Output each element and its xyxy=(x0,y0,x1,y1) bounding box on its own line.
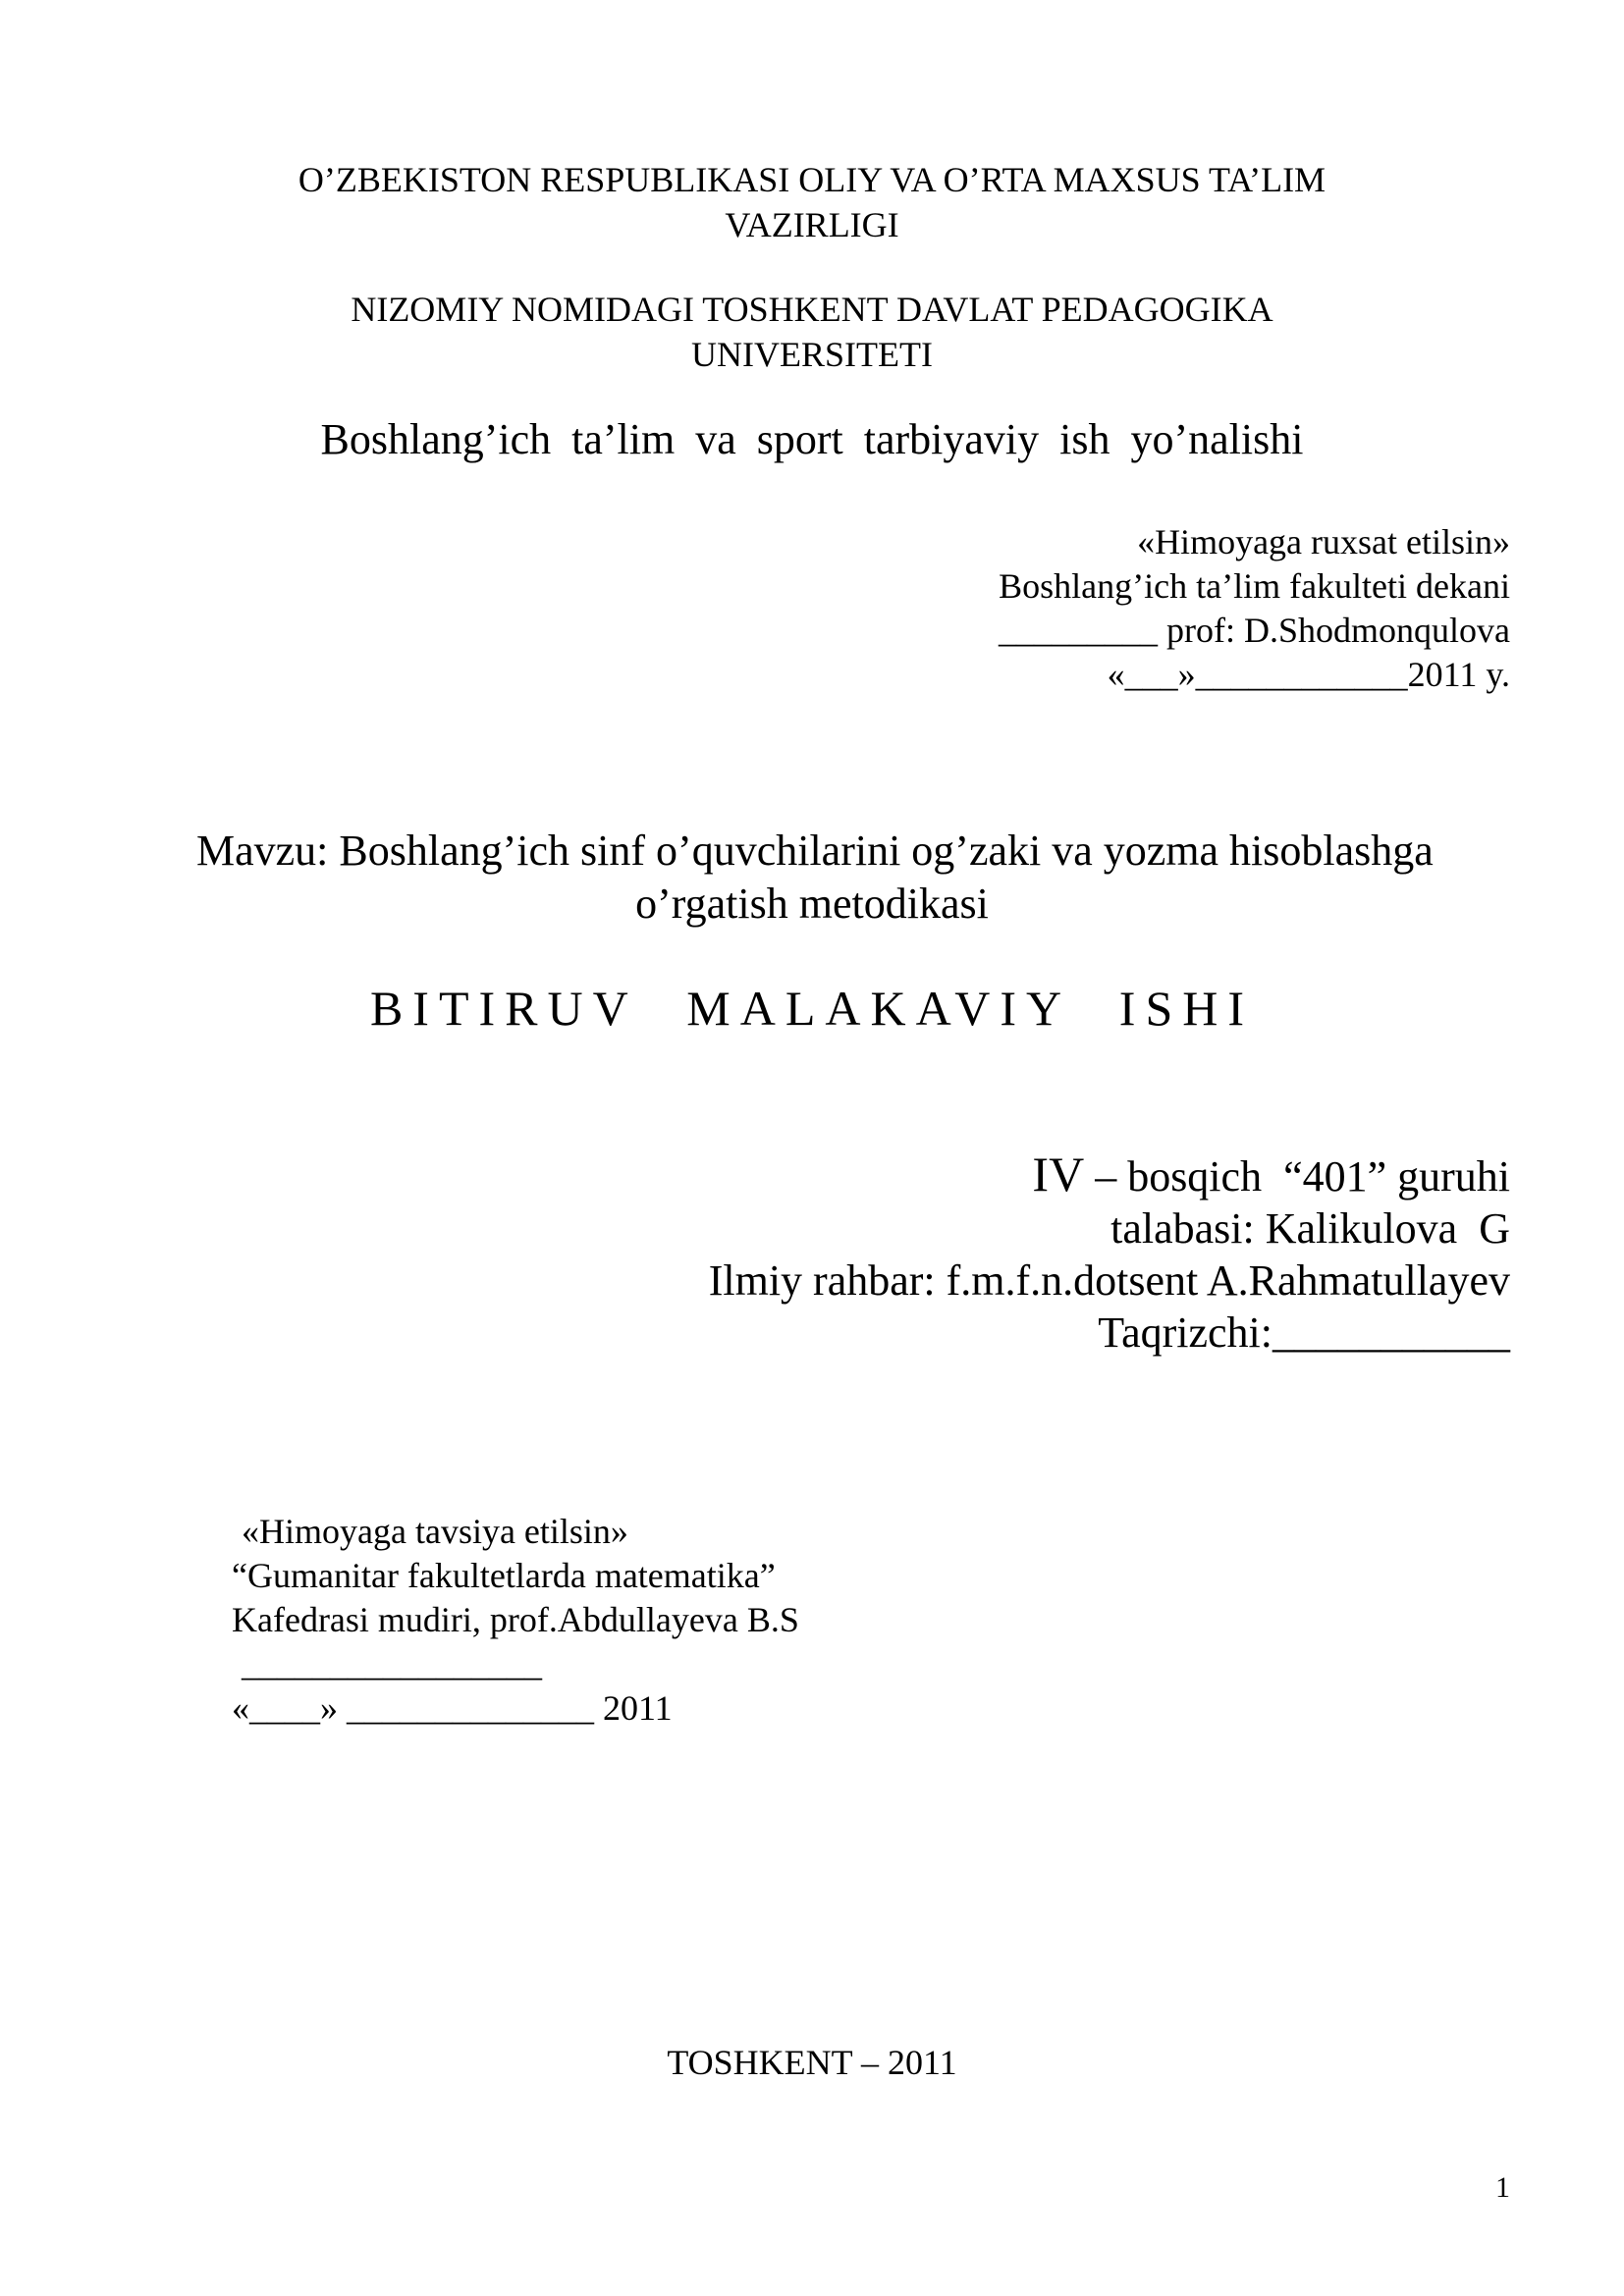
university-line-2: UNIVERSITETI xyxy=(691,335,933,374)
approval-line-2: Boshlang’ich ta’lim fakulteti dekani xyxy=(999,566,1510,606)
ministry-line-1: O’ZBEKISTON RESPUBLIKASI OLIY VA O’RTA MAXSUS TA’LIM xyxy=(298,160,1326,199)
reviewer-line: Taqrizchi:___________ xyxy=(1098,1308,1510,1357)
study-direction: Boshlang’ich ta’lim va sport tarbiyaviy ish yo’nalishi xyxy=(320,415,1304,463)
recommend-line-3: Kafedrasi mudiri, prof.Abdullayeva B.S xyxy=(232,1600,799,1639)
dean-approval-block xyxy=(999,520,1510,697)
page-number: 1 xyxy=(1495,2171,1510,2204)
approval-date-line: «___»____________2011 y. xyxy=(1107,655,1510,694)
topic-line-1: Mavzu: Boshlang’ich sinf o’quvchilarini og’zaki va yozma hisoblashga xyxy=(196,827,1434,875)
advisor-line: Ilmiy rahbar: f.m.f.n.dotsent A.Rahmatullayev xyxy=(708,1256,1510,1305)
ministry-header xyxy=(196,157,1428,247)
student-info-block xyxy=(709,1148,1510,1359)
approval-signature-line: _________ prof: D.Shodmonqulova xyxy=(999,611,1510,650)
approval-line-1: «Himoyaga ruxsat etilsin» xyxy=(1137,522,1510,561)
student-name-line: talabasi: Kalikulova G xyxy=(1110,1204,1510,1253)
city-year: TOSHKENT – 2011 xyxy=(667,2043,957,2082)
department-recommendation-block xyxy=(232,1510,799,1731)
recommend-date-line: «____» ______________ 2011 xyxy=(232,1688,673,1728)
thesis-topic xyxy=(196,825,1434,931)
stage-group-line xyxy=(709,1148,1510,1202)
work-title: BITIRUV MALAKAVIY ISHI xyxy=(369,981,1255,1036)
recommend-line-1: «Himoyaga tavsiya etilsin» xyxy=(242,1512,628,1551)
university-line-1: NIZOMIY NOMIDAGI TOSHKENT DAVLAT PEDAGOGIKA xyxy=(351,290,1273,329)
recommend-line-2: “Gumanitar fakultetlarda matematika” xyxy=(232,1556,776,1595)
topic-line-2: o’rgatish metodikasi xyxy=(635,880,989,928)
university-header xyxy=(196,287,1428,377)
recommend-signature-line: _________________ xyxy=(242,1644,542,1683)
stage-rest: – bosqich “401” guruhi xyxy=(1084,1152,1510,1201)
ministry-line-2: VAZIRLIGI xyxy=(725,205,899,244)
stage-roman: IV xyxy=(1032,1147,1085,1201)
